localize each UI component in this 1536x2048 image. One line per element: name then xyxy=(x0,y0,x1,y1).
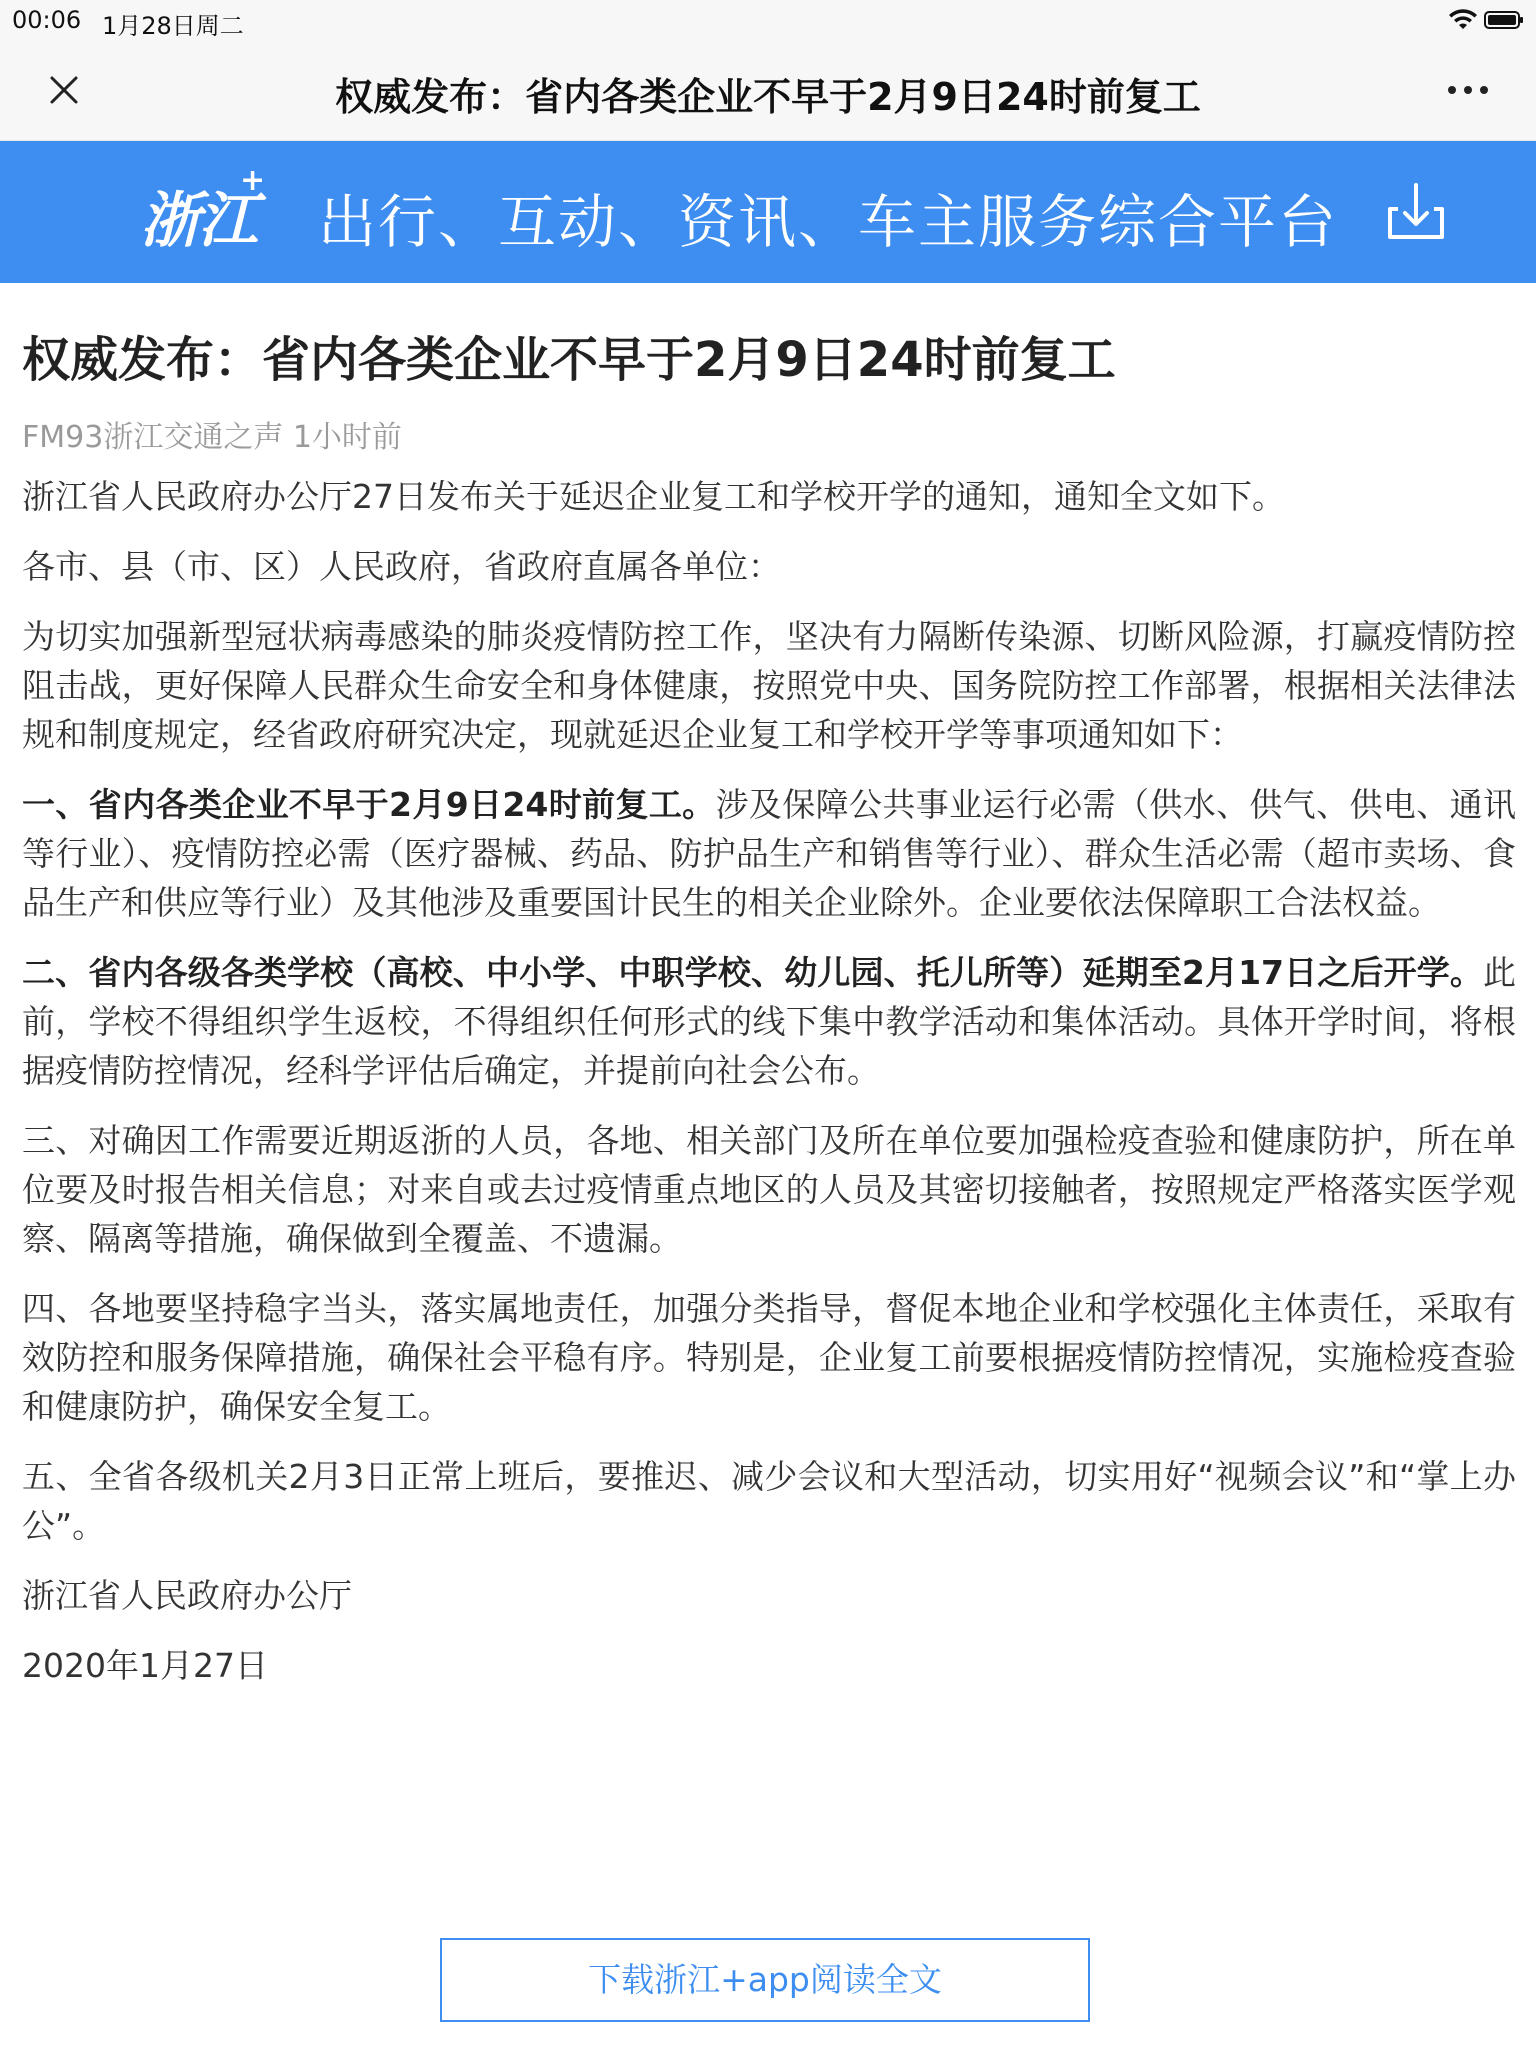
paragraph-item-5: 五、全省各级机关2月3日正常上班后，要推迟、减少会议和大型活动，切实用好“视频会议”和“掌上办公”。 xyxy=(22,1457,1516,1545)
paragraph-item-1 xyxy=(22,780,1516,927)
app-banner[interactable] xyxy=(0,141,1536,283)
article xyxy=(22,330,1516,1711)
item-2-heading: 二、省内各级各类学校（高校、中小学、中职学校、幼儿园、托儿所等）延期至2月17日之后开学。 xyxy=(22,953,1483,992)
nav-bar xyxy=(0,40,1536,141)
banner-slogan: 出行、互动、资讯、车主服务综合平台 xyxy=(318,188,1339,256)
paragraph-signature: 浙江省人民政府办公厅 xyxy=(22,1576,352,1615)
item-2-text: 此前，学校不得组织学生返校，不得组织任何形式的线下集中教学活动和集体活动。具体开学时间，将根据疫情防控情况，经科学评估后确定，并提前向社会公布。 xyxy=(22,953,1516,1090)
paragraph-intro: 浙江省人民政府办公厅27日发布关于延迟企业复工和学校开学的通知，通知全文如下。 xyxy=(22,477,1285,516)
article-title: 权威发布：省内各类企业不早于2月9日24时前复工 xyxy=(22,332,1116,388)
app-logo-plus: + xyxy=(240,163,266,198)
nav-title: 权威发布：省内各类企业不早于2月9日24时前复工 xyxy=(335,75,1201,119)
item-1-heading: 一、省内各类企业不早于2月9日24时前复工。 xyxy=(22,785,716,824)
battery-icon xyxy=(1484,10,1524,30)
app-logo: 浙江 xyxy=(140,186,256,256)
item-1-text: 涉及保障公共事业运行必需（供水、供气、供电、通讯等行业）、疫情防控必需（医疗器械、药品、防护品生产和销售等行业）、群众生活必需（超市卖场、食品生产和供应等行业）及其他涉及重要国计民生的相关企业除外。企业要依法保障职工合法权益。 xyxy=(22,785,1516,922)
paragraph-item-2 xyxy=(22,948,1516,1095)
download-app-button[interactable]: 下载浙江+app阅读全文 xyxy=(440,1938,1090,2022)
status-bar xyxy=(0,0,1536,40)
status-date: 1月28日周二 xyxy=(102,12,244,40)
paragraph-preamble: 为切实加强新型冠状病毒感染的肺炎疫情防控工作，坚决有力隔断传染源、切断风险源，打赢疫情防控阻击战，更好保障人民群众生命安全和身体健康，按照党中央、国务院防控工作部署，根据相关法律法规和制度规定，经省政府研究决定，现就延迟企业复工和学校开学等事项通知如下： xyxy=(22,617,1516,754)
article-meta: FM93浙江交通之声 1小时前 xyxy=(22,420,402,455)
paragraph-date: 2020年1月27日 xyxy=(22,1646,268,1685)
article-body xyxy=(22,472,1516,1690)
paragraph-item-4: 四、各地要坚持稳字当头，落实属地责任，加强分类指导，督促本地企业和学校强化主体责任，采取有效防控和服务保障措施，确保社会平稳有序。特别是，企业复工前要根据疫情防控情况，实施检疫查验和健康防护，确保安全复工。 xyxy=(22,1289,1516,1426)
more-icon[interactable] xyxy=(1440,70,1496,110)
close-icon[interactable] xyxy=(44,70,84,110)
status-time: 00:06 xyxy=(12,6,82,34)
wifi-icon xyxy=(1448,9,1478,31)
download-icon[interactable] xyxy=(1384,179,1448,243)
paragraph-item-3: 三、对确因工作需要近期返浙的人员，各地、相关部门及所在单位要加强检疫查验和健康防护，所在单位要及时报告相关信息；对来自或去过疫情重点地区的人员及其密切接触者，按照规定严格落实医学观察、隔离等措施，确保做到全覆盖、不遗漏。 xyxy=(22,1121,1516,1258)
paragraph-salutation: 各市、县（市、区）人民政府，省政府直属各单位： xyxy=(22,547,781,586)
